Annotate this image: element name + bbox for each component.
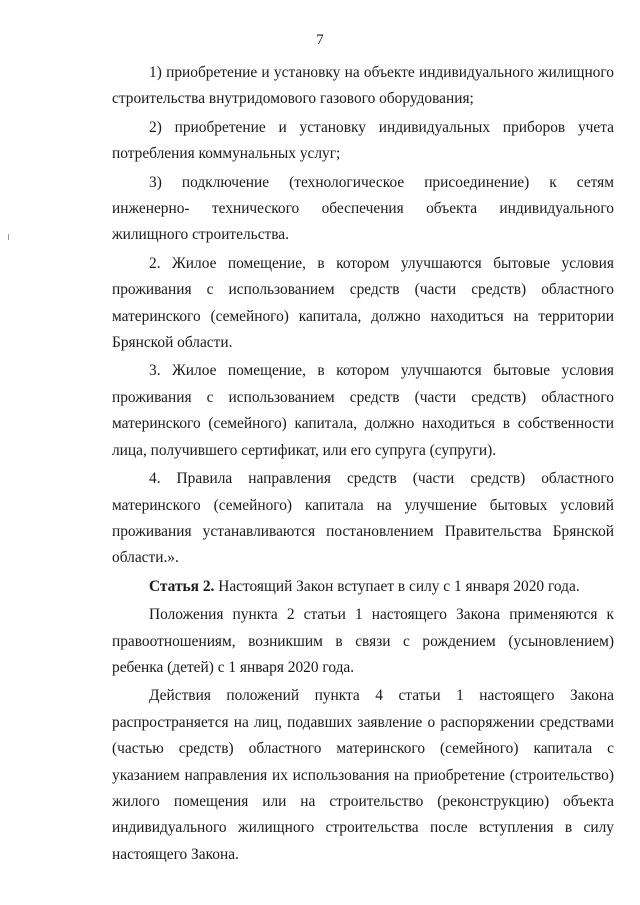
text-line: (частью средств) областного материнского (семейного) капитала с указанием — [112, 740, 614, 784]
paragraph-1 — [112, 60, 614, 113]
text-line: жилищного строительства после вступления в силу настоящего Закона. — [112, 819, 614, 863]
article-2-paragraph — [112, 574, 614, 600]
text-line: проживания устанавливаются постановлением Правительства Брянской — [112, 522, 614, 540]
paragraph-5 — [112, 358, 614, 464]
paragraph-after-2 — [112, 683, 614, 868]
paragraph-3 — [112, 170, 614, 249]
text-line: области.». — [112, 549, 179, 567]
paragraph-after-1 — [112, 602, 614, 681]
text-line: материнского (семейного) капитала на улучшение бытовых условий — [112, 496, 614, 514]
text-line: 2) приобретение и установку индивидуальных приборов учета — [149, 118, 614, 136]
paragraphs-after — [112, 602, 614, 868]
text-line: помещения или на строительство (реконструкцию) объекта индивидуального — [112, 792, 614, 837]
paragraph-6 — [112, 466, 614, 572]
text-line: проживания с использованием средств (части средств) областного — [112, 388, 614, 406]
paragraphs-before — [112, 60, 614, 572]
text-line: 3) подключение (технологическое присоединение) к сетям инженерно- — [112, 173, 614, 218]
text-line: строительства. — [192, 226, 289, 244]
paragraph-2 — [112, 115, 614, 168]
text-line: распространяется на лиц, подавших заявление о распоряжении средствами — [112, 713, 614, 731]
text-line: материнского (семейного) капитала, должно находиться на территории — [112, 307, 614, 325]
margin-mark — [8, 234, 9, 240]
text-line: направления их использования на приобретение (строительство) жилого — [112, 766, 614, 810]
text-line: Брянской области. — [112, 334, 233, 352]
text-line: технического обеспечения объекта индивидуального жилищного — [112, 200, 614, 244]
text-line: Действия положений пункта 4 статьи 1 настоящего Закона — [149, 687, 614, 705]
text-line: 4. Правила направления средств (части средств) областного — [149, 470, 614, 488]
text-line: материнского (семейного) капитала, должно находиться в собственности — [112, 415, 614, 433]
document-body — [112, 60, 614, 870]
text-line: 3. Жилое помещение, в котором улучшаются бытовые условия — [149, 362, 614, 380]
paragraph-4 — [112, 251, 614, 357]
text-line: лица, получившего сертификат, или его супруга (супруги). — [112, 441, 497, 459]
article-2-label: Статья 2. — [149, 577, 215, 595]
text-line: потребления коммунальных услуг; — [112, 145, 341, 163]
text-line: 2. Жилое помещение, в котором улучшаются бытовые условия — [149, 254, 614, 272]
text-line: проживания с использованием средств (части средств) областного — [112, 281, 614, 299]
article-2-text: Настоящий Закон вступает в силу с 1 января 2020 года. — [214, 577, 580, 595]
text-line: Положения пункта 2 статьи 1 настоящего Закона применяются к — [149, 606, 614, 624]
text-line: (детей) с 1 января 2020 года. — [167, 658, 355, 676]
text-line: 1) приобретение и установку на объекте индивидуального жилищного — [149, 64, 614, 81]
text-line: строительства внутридомового газового оборудования; — [112, 90, 474, 108]
page-number: 7 — [316, 32, 324, 48]
text-line: правоотношениям, возникшим в связи с рождением (усыновлением) ребенка — [112, 632, 614, 676]
